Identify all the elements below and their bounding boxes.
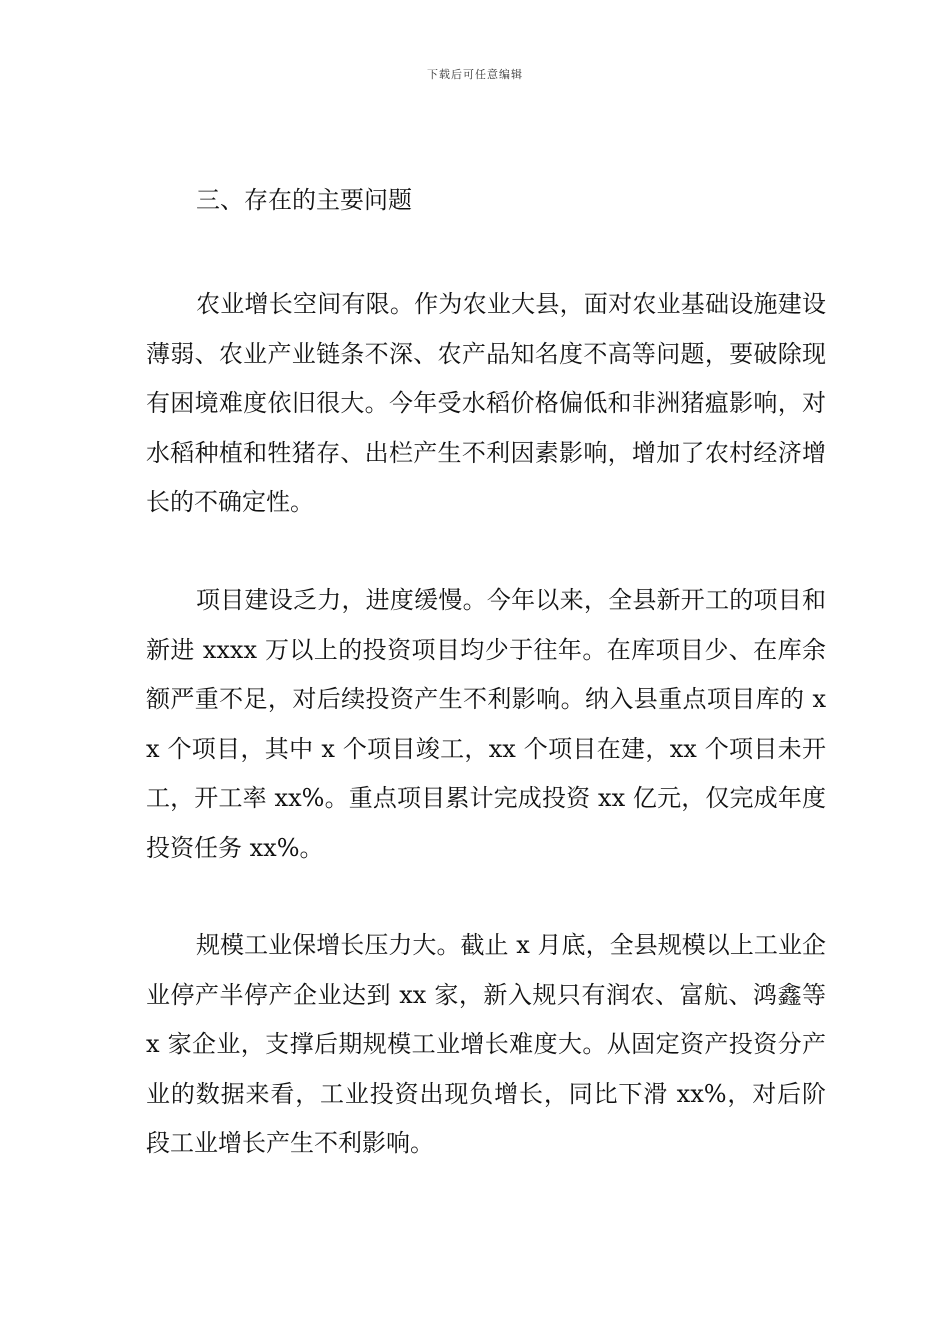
paragraph-industrial-growth: 规模工业保增长压力大。截止 x 月底，全县规模以上工业企业停产半停产企业达到 xx 家，新入规只有润农、富航、鸿鑫等 x 家企业，支撑后期规模工业增长难度大。从固定资产投资分产业的数据来看，工业投资出现负增长，同比下滑 xx%，对后阶段工业增长产生不利影响。	[146, 931, 826, 1158]
download-note: 下载后可任意编辑	[427, 68, 523, 81]
paragraph-agriculture: 农业增长空间有限。作为农业大县，面对农业基础设施建设薄弱、农业产业链条不深、农产品知名度不高等问题，要破除现有困境难度依旧很大。今年受水稻价格偏低和非洲猪瘟影响，对水稻种植和牲猪存、出栏产生不利因素影响，增加了农村经济增长的不确定性。	[146, 290, 826, 517]
paragraph-project-construction: 项目建设乏力，进度缓慢。今年以来，全县新开工的项目和新进 xxxx 万以上的投资项目均少于往年。在库项目少、在库余额严重不足，对后续投资产生不利影响。纳入县重点项目库的 xx 个项目，其中 x 个项目竣工，xx 个项目在建，xx 个项目未开工，开工率 xx%。重点项目累计完成投资 xx 亿元，仅完成年度投资任务 xx%。	[146, 586, 826, 862]
section-heading: 三、存在的主要问题	[196, 186, 412, 214]
